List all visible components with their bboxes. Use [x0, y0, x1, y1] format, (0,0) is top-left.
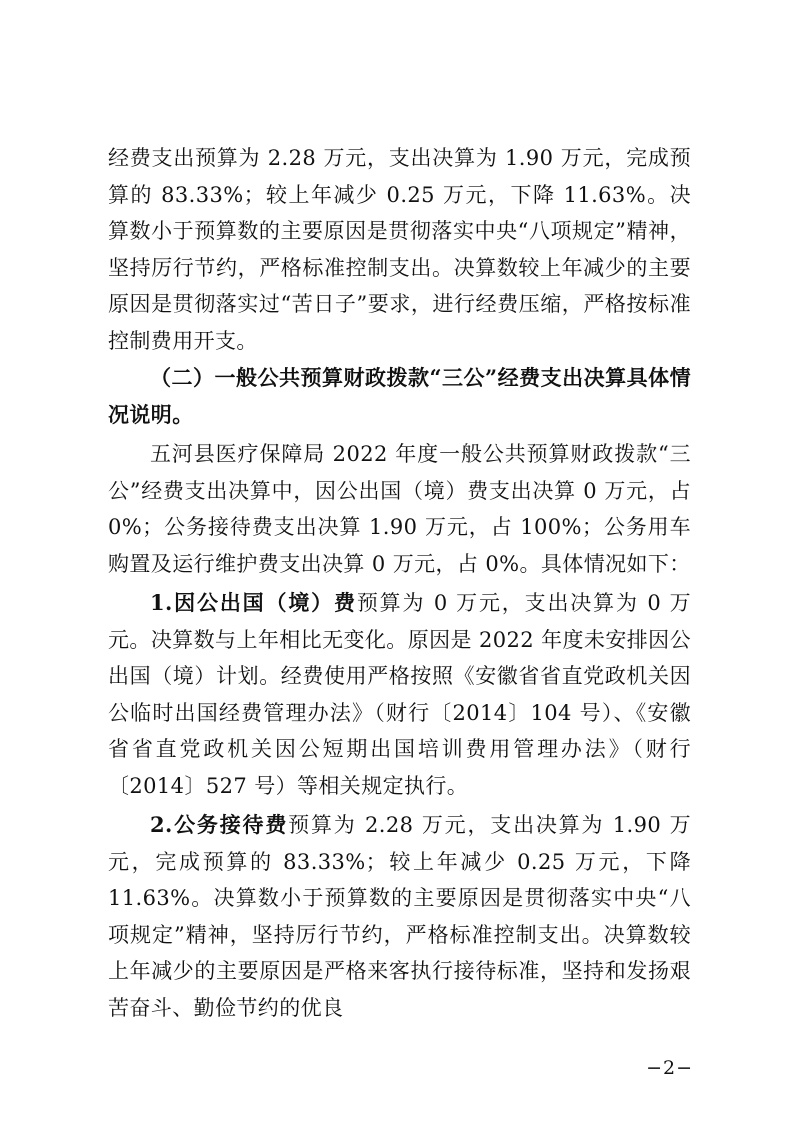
item-reception-title: 2.公务接待费	[150, 812, 289, 837]
page-number: −2−	[646, 1057, 693, 1079]
item-reception	[108, 807, 691, 1026]
paragraph-carryover: 经费支出预算为 2.28 万元，支出决算为 1.90 万元，完成预算的 83.33%；较上年减少 0.25 万元，下降 11.63%。决算数小于预算数的主要原因是贯彻落实中央“八项规定”精神，坚持厉行节约，严格标准控制支出。决算数较上年减少的主要原因是贯彻落实过“苦日子”要求，进行经费压缩，严格按标准控制费用开支。	[108, 146, 691, 353]
item-overseas-travel-body: 预算为 0 万元，支出决算为 0 万元。决算数与上年相比无变化。原因是 2022 年度未安排因公出国（境）计划。经费使用严格按照《安徽省省直党政机关因公临时出国经费管理办法》（财行〔2014〕104 号）、《安徽省省直党政机关因公短期出国培训费用管理办法》（财行〔2014〕527 号）等相关规定执行。	[108, 591, 691, 798]
document-body	[108, 140, 691, 1026]
paragraph-summary: 五河县医疗保障局 2022 年度一般公共预算财政拨款“三公”经费支出决算中，因公出国（境）费支出决算 0 万元，占 0%；公务接待费支出决算 1.90 万元，占 100%；公务用车购置及运行维护费支出决算 0 万元，占 0%。具体情况如下：	[108, 442, 691, 576]
item-overseas-travel-title: 1.因公出国（境）费	[150, 590, 357, 615]
item-reception-body: 预算为 2.28 万元，支出决算为 1.90 万元，完成预算的 83.33%；较上年减少 0.25 万元，下降 11.63%。决算数小于预算数的主要原因是贯彻落实中央“八项规定”精神，坚持厉行节约，严格标准控制支出。决算数较上年减少的主要原因是严格来客执行接待标准，坚持和发扬艰苦奋斗、勤俭节约的优良	[108, 813, 691, 1020]
section-heading: （二）一般公共预算财政拨款“三公”经费支出决算具体情况说明。	[108, 365, 691, 427]
item-overseas-travel	[108, 585, 691, 804]
